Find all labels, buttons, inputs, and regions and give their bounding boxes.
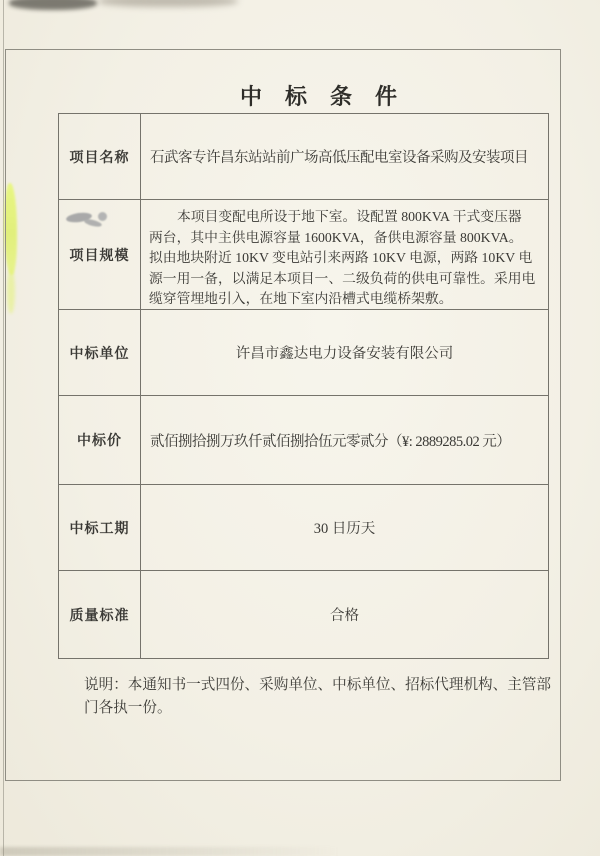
project-scale-value <box>141 199 539 310</box>
table-row-project-scale <box>59 199 548 309</box>
bid-price-label: 中标价 <box>59 396 141 484</box>
winning-bidder-label: 中标单位 <box>59 310 141 395</box>
note-line: 说明：本通知书一式四份、采购单位、中标单位、招标代理机构、主管部 <box>84 677 552 693</box>
scan-top-smudge-dark <box>9 0 97 10</box>
bid-conditions-table <box>58 113 549 659</box>
document-title: 中标条件 <box>240 84 421 109</box>
quality-standard-value: 合格 <box>330 608 359 625</box>
project-scale-label: 项目规模 <box>59 200 141 309</box>
construction-period-label: 中标工期 <box>59 485 141 570</box>
note-paragraph <box>84 674 551 720</box>
construction-period-value: 30 日历天 <box>313 521 376 538</box>
table-row-winning-bidder <box>59 309 548 395</box>
scan-top-smudge-light <box>98 0 238 7</box>
project-name-value: 石武客专许昌东站站前广场高低压配电室设备采购及安装项目 <box>150 150 528 166</box>
project-scale-line: 源一用一备，以满足本项目一、二级负荷的供电可靠性。采用电 <box>149 270 536 286</box>
project-scale-line: 缆穿管埋地引入，在地下室内沿槽式电缆桥架敷。 <box>149 291 453 307</box>
project-scale-line: 本项目变配电所设于地下室。设配置 800KVA 干式变压器 <box>177 209 522 225</box>
project-scale-line: 两台，其中主供电源容量 1600KVA，备供电源容量 800KVA。 <box>149 229 523 245</box>
quality-standard-label: 质量标准 <box>59 571 141 658</box>
project-name-label: 项目名称 <box>59 114 141 199</box>
table-row-quality-standard <box>59 570 548 658</box>
table-row-bid-price <box>59 395 548 484</box>
bid-price-value: 贰佰捌拾捌万玖仟贰佰捌拾伍元零贰分（¥: 2889285.02 元） <box>150 433 511 450</box>
scan-left-edge-line <box>3 0 4 856</box>
project-scale-line: 拟由地块附近 10KV 变电站引来两路 10KV 电源，两路 10KV 电 <box>149 250 533 266</box>
winning-bidder-value: 许昌市鑫达电力设备安装有限公司 <box>235 346 454 363</box>
table-row-project-name <box>59 114 548 199</box>
note-line: 门各执一份。 <box>84 700 172 716</box>
scan-bottom-shadow <box>0 847 340 856</box>
table-row-construction-period <box>59 484 548 570</box>
